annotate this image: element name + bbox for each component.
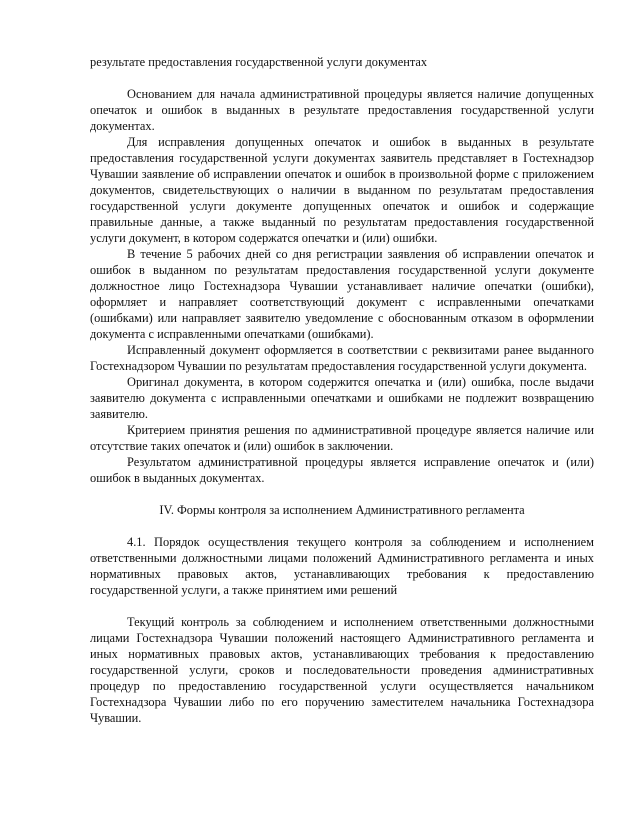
paragraph-basis: Основанием для начала административной процедуры является наличие допущенных опечаток и ошибок в выданных в результате предоставления государственной услуги документах. — [90, 87, 594, 133]
section-heading-iv: IV. Формы контроля за исполнением Административного регламента — [159, 503, 525, 517]
paragraph-4-1: 4.1. Порядок осуществления текущего контроля за соблюдением и исполнением ответственными должностными лицами положений Административного регламента и иных нормативных правовых актов, устанавливающих требования к предоставлению государственной услуги, а также принятием ими решений — [90, 535, 594, 597]
paragraph-decision-criterion: Критерием принятия решения по административной процедуре является наличие или отсутствие таких опечаток и (или) ошибок в заключении. — [90, 423, 594, 453]
paragraph-corrected-document: Исправленный документ оформляется в соответствии с реквизитами ранее выданного Гостехнадзором Чувашии по результатам предоставления государственной услуги документа. — [90, 343, 594, 373]
paragraph-correction-request: Для исправления допущенных опечаток и ошибок в выданных в результате предоставления государственной услуги документах заявитель представляет в Гостехнадзор Чувашии заявление об исправлении опечаток и ошибок в произвольной форме с приложением документов, свидетельствующих о наличии в выданном по результатам предоставления государственной услуги документе допущенных опечаток и ошибок и содержащие правильные данные, а также выданный по результатам предоставления государственной услуги документ, в котором содержатся опечатки и (или) ошибки. — [90, 135, 594, 245]
paragraph-five-days: В течение 5 рабочих дней со дня регистрации заявления об исправлении опечаток и ошибок в выданном по результатам предоставления государственной услуги документе должностное лицо Гостехнадзора Чувашии устанавливает наличие опечатки (ошибки), оформляет и направляет соответствующий документ с исправленными опечатками (ошибками) или направляет заявителю уведомление с обоснованным отказом в оформлении документа с исправленными опечатками (ошибками). — [90, 247, 594, 341]
document-page — [90, 54, 594, 726]
paragraph-continuation: результате предоставления государственной услуги документах — [90, 55, 428, 69]
paragraph-current-control: Текущий контроль за соблюдением и исполнением ответственными должностными лицами Гостехнадзора Чувашии положений настоящего Административного регламента и иных нормативных правовых актов, устанавливающих требования к предоставлению государственной услуги, сроков и последовательности проведения административных процедур по предоставлению государственной услуги осуществляется начальником Гостехнадзора Чувашии либо по его поручению заместителем начальника Гостехнадзора Чувашии. — [90, 615, 594, 725]
paragraph-original-document: Оригинал документа, в котором содержится опечатка и (или) ошибка, после выдачи заявителю документа с исправленными опечатками и ошибками не подлежит возвращению заявителю. — [90, 375, 594, 421]
paragraph-procedure-result: Результатом административной процедуры является исправление опечаток и (или) ошибок в выданных документах. — [90, 455, 594, 485]
